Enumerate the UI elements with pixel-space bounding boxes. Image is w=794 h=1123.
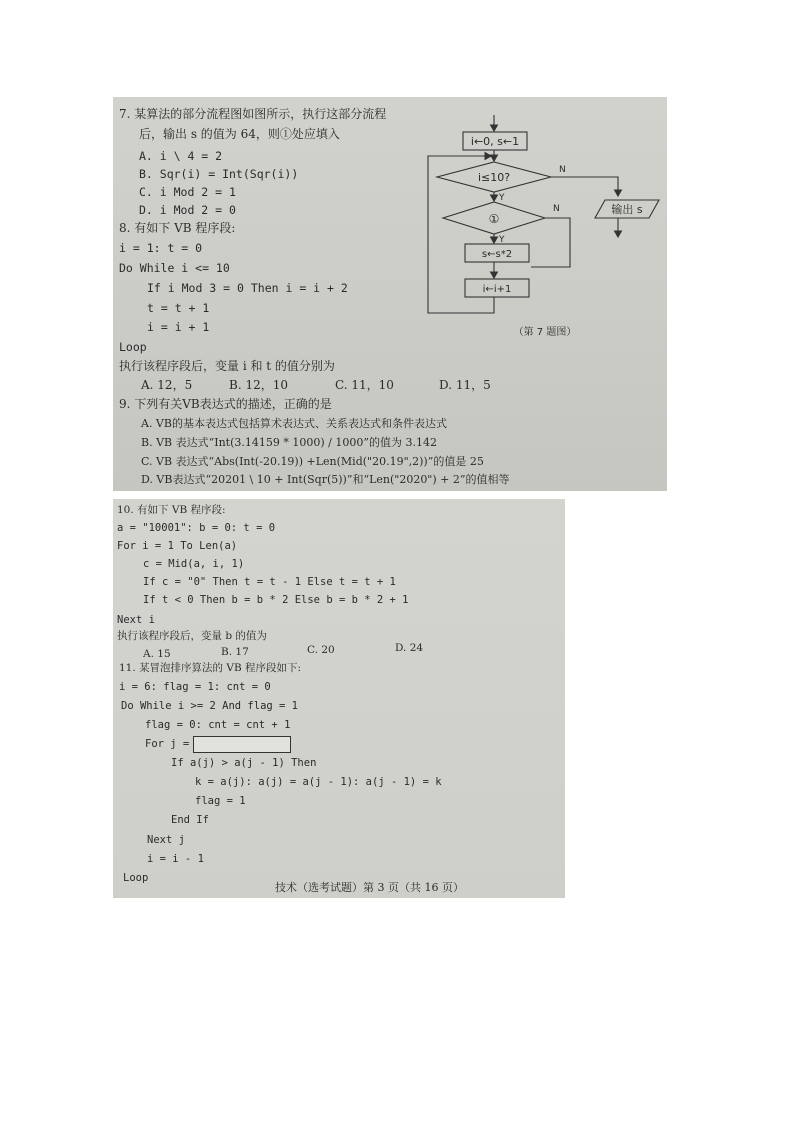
q8-code-line: t = t + 1: [147, 301, 210, 315]
q11-code-line: k = a(j): a(j) = a(j - 1): a(j - 1) = k: [195, 776, 442, 788]
q10-code-line: Next i: [117, 614, 155, 626]
q7-line2: 后，输出 s 的值为 64，则①处应填入: [139, 127, 340, 141]
flow-cond2-yes: Y: [499, 235, 505, 245]
q11-code-line: Do While i >= 2 And flag = 1: [121, 700, 299, 712]
q10-option-b: B. 17: [221, 646, 249, 658]
q11-title: 11. 某冒泡排序算法的 VB 程序段如下:: [119, 662, 302, 674]
flow-output-text: 输出 s: [611, 203, 643, 216]
exam-photo-bottom: [113, 499, 565, 898]
q9-option-a: A. VB的基本表达式包括算术表达式、关系表达式和条件表达式: [141, 417, 447, 430]
flow-cond1-text: i≤10?: [477, 171, 511, 184]
page-footer: 技术（选考试题）第 3 页（共 16 页）: [275, 881, 464, 894]
q11-code-line: flag = 0: cnt = cnt + 1: [145, 719, 291, 731]
q8-title: 8. 有如下 VB 程序段:: [119, 221, 236, 235]
q10-option-c: C. 20: [307, 644, 335, 656]
q8-option-d: D. 11，5: [439, 378, 491, 392]
q10-code-line: If c = "0" Then t = t - 1 Else t = t + 1: [143, 576, 396, 588]
q10-code-line: If t < 0 Then b = b * 2 Else b = b * 2 + 1: [143, 594, 409, 606]
q7-option-a: A. i \ 4 = 2: [139, 149, 223, 163]
q7-option-b: B. Sqr(i) = Int(Sqr(i)): [139, 167, 299, 181]
flow-cond1-yes: Y: [499, 193, 505, 203]
q11-code-line: If a(j) > a(j - 1) Then: [171, 757, 317, 769]
q10-code-line: For i = 1 To Len(a): [117, 540, 238, 552]
q8-code-line: i = 1: t = 0: [119, 241, 203, 255]
q7-option-d: D. i Mod 2 = 0: [139, 203, 236, 217]
flow-assign-text: s←s*2: [481, 249, 513, 260]
q8-code-line: If i Mod 3 = 0 Then i = i + 2: [147, 281, 348, 295]
q7-option-c: C. i Mod 2 = 1: [139, 185, 236, 199]
flow-incr-text: i←i+1: [482, 284, 512, 295]
q10-code-line: a = "10001": b = 0: t = 0: [117, 522, 276, 534]
q8-option-a: A. 12，5: [141, 378, 193, 392]
q8-option-b: B. 12，10: [229, 378, 288, 392]
q8-code-line: Do While i <= 10: [119, 261, 230, 275]
q10-title: 10. 有如下 VB 程序段:: [117, 504, 226, 516]
q10-option-d: D. 24: [395, 642, 424, 654]
q11-code-line: Next j: [147, 834, 185, 846]
q11-code-line: Loop: [123, 872, 149, 884]
q11-answer-blank[interactable]: [193, 736, 291, 753]
q11-code-line: i = i - 1: [147, 853, 204, 865]
q9-option-d: D. VB表达式“20201 \ 10 + Int(Sqr(5))”和“Len("2020") + 2”的值相等: [141, 473, 510, 486]
q10-code-line: c = Mid(a, i, 1): [143, 558, 245, 570]
flow-cond2-text: ①: [488, 212, 500, 226]
flow-caption: （第 7 题图）: [513, 327, 577, 338]
flow-cond1-no: N: [559, 165, 566, 175]
q10-question: 执行该程序段后，变量 b 的值为: [117, 630, 267, 642]
q11-code-line: flag = 1: [195, 795, 246, 807]
q9-option-b: B. VB 表达式“Int(3.14159 * 1000) / 1000”的值为 3.142: [141, 436, 437, 449]
q7-line1: 7. 某算法的部分流程图如图所示，执行这部分流程: [119, 107, 387, 121]
q11-code-line: i = 6: flag = 1: cnt = 0: [119, 681, 271, 693]
q8-code-line: i = i + 1: [147, 320, 210, 334]
q9-option-c: C. VB 表达式“Abs(Int(-20.19)) +Len(Mid("20.19",2))”的值是 25: [141, 455, 484, 468]
flow-cond2-no: N: [553, 204, 560, 214]
q9-title: 9. 下列有关VB表达式的描述，正确的是: [119, 397, 332, 411]
q10-option-a: A. 15: [143, 648, 171, 660]
q8-question: 执行该程序段后，变量 i 和 t 的值分别为: [119, 359, 335, 373]
q11-code-line: For j =: [145, 738, 190, 750]
q7-flowchart: [113, 97, 667, 491]
flow-init-text: i←0, s←1: [470, 135, 520, 148]
q8-code-line: Loop: [119, 340, 147, 354]
q8-option-c: C. 11，10: [335, 378, 394, 392]
exam-photo-top: [113, 97, 667, 491]
q11-code-line: End If: [171, 814, 209, 826]
